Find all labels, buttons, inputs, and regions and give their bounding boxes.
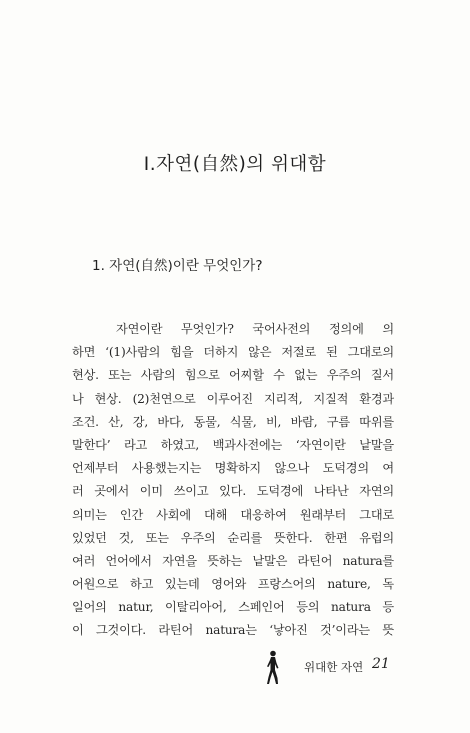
body-line: 의미는 인간 사회에 대해 대응하여 원래부터 그대로 [72, 507, 394, 522]
body-line: 조건. 산, 강, 바다, 동물, 식물, 비, 바람, 구름 따위를 [72, 414, 394, 429]
body-line: 현상. 또는 사람의 힘으로 어찌할 수 없는 우주의 질서 [72, 368, 394, 383]
section-heading: 1. 자연(自然)이란 무엇인가? [92, 258, 263, 274]
body-line: 어원으로 하고 있는데 영어와 프랑스어의 nature, 독 [72, 577, 394, 592]
walking-figure-icon [264, 650, 282, 686]
page-footer [0, 650, 470, 690]
body-line: 러 곳에서 이미 쓰이고 있다. 도덕경에 나타난 자연의 [72, 484, 394, 499]
running-head: 위대한 자연 [304, 660, 364, 674]
body-line: 나 현상. (2)천연으로 이루어진 지리적, 지질적 환경과 [72, 391, 394, 406]
body-line: 이 그것이다. 라틴어 natura는 ‘낳아진 것’이라는 뜻 [72, 623, 394, 638]
page-number: 21 [372, 656, 390, 672]
body-line: 말한다’ 라고 하였고, 백과사전에는 ‘자연이란 낱말을 [72, 437, 394, 452]
body-line: 언제부터 사용했는지는 명확하지 않으나 도덕경의 여 [72, 461, 394, 476]
body-text [72, 318, 394, 643]
body-line: 하면 ‘(1)사람의 힘을 더하지 않은 저절로 된 그대로의 [72, 345, 394, 360]
body-line: 자연이란 무엇인가? 국어사전의 정의에 의 [116, 322, 394, 336]
body-line: 여러 언어에서 자연을 뜻하는 낱말은 라틴어 natura를 [72, 553, 394, 568]
body-line: 있었던 것, 또는 우주의 순리를 뜻한다. 한편 유럽의 [72, 530, 394, 545]
chapter-title: Ⅰ.자연(自然)의 위대함 [143, 154, 327, 175]
body-line: 일어의 natur, 이탈리아어, 스페인어 등의 natura 등 [72, 600, 394, 615]
